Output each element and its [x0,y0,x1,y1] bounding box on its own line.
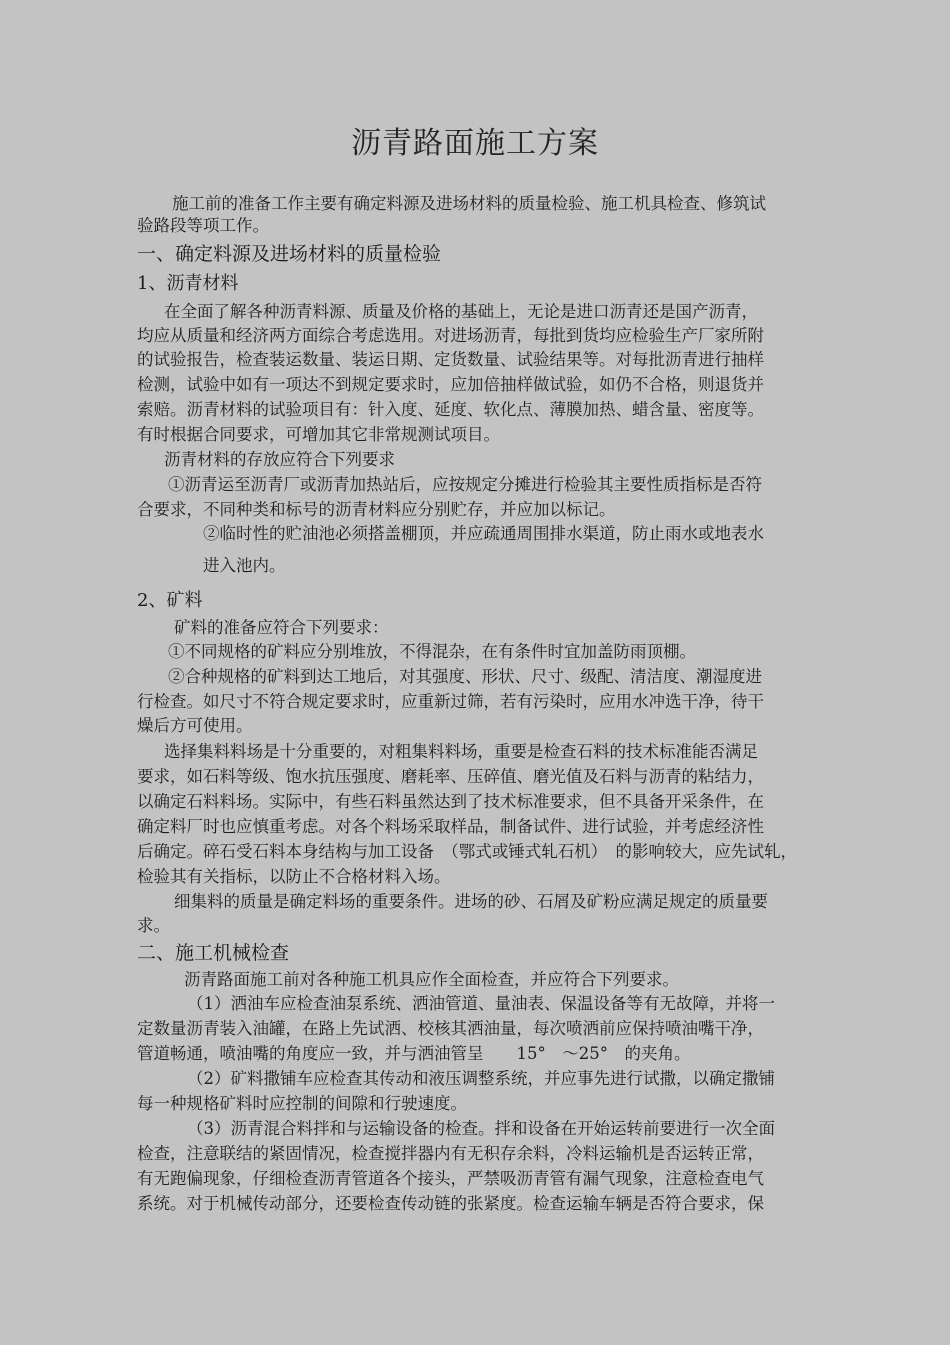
intro-line: 施工前的准备工作主要有确定料源及进场材料的质量检验、施工机具检查、修筑试 [172,194,766,213]
list-item: 检查，注意联结的紧固情况，检查搅拌器内有无积存余料，冷料运输机是否运转正常， [137,1144,764,1163]
paragraph-line: 后确定。碎石受石料本身结构与加工设备 （鄂式或锤式轧石机） 的影响较大，应先试轧， [137,842,797,861]
list-item: 燥后方可使用。 [137,716,253,735]
list-item: 每一种规格矿料时应控制的间隙和行驶速度。 [137,1094,467,1113]
subsection-heading: 2、矿料 [137,590,203,611]
list-item: 定数量沥青装入油罐，在路上先试洒、校核其洒油量，每次喷洒前应保持喷油嘴干净， [137,1019,764,1038]
subsection-heading: 1、沥青材料 [137,273,239,294]
paragraph-line: 求。 [137,916,170,935]
paragraph-line: 细集料的质量是确定料场的重要条件。进场的砂、石屑及矿粉应满足规定的质量要 [174,892,768,911]
paragraph-line: 的试验报告，检查装运数量、装运日期、定货数量、试验结果等。对每批沥青进行抽样 [137,350,764,369]
list-item: 有无跑偏现象，仔细检查沥青管道各个接头，严禁吸沥青管有漏气现象，注意检查电气 [137,1169,764,1188]
list-item: ②临时性的贮油池必须搭盖棚顶，并应疏通周围排水渠道，防止雨水或地表水 [203,524,764,543]
paragraph-line: 在全面了解各种沥青料源、质量及价格的基础上，无论是进口沥青还是国产沥青， [164,302,758,321]
list-item: 进入池内。 [203,556,286,575]
paragraph-line: 选择集料料场是十分重要的，对粗集料料场，重要是检查石料的技术标准能否满足 [164,742,758,761]
list-item: 管道畅通，喷油嘴的角度应一致，并与洒油管呈 15° ～25° 的夹角。 [137,1044,691,1063]
list-item: ①不同规格的矿料应分别堆放，不得混杂，在有条件时宜加盖防雨顶棚。 [168,642,696,661]
paragraph-line: 以确定石料料场。实际中，有些石料虽然达到了技术标准要求，但不具备开采条件，在 [137,792,764,811]
section-heading: 一、确定料源及进场材料的质量检验 [137,243,442,265]
list-item: 行检查。如尺寸不符合规定要求时，应重新过筛，若有污染时，应用水冲选干净，待干 [137,692,764,711]
list-item: （3）沥青混合料拌和与运输设备的检查。拌和设备在开始运转前要进行一次全面 [187,1119,775,1138]
paragraph-line: 有时根据合同要求，可增加其它非常规测试项目。 [137,425,500,444]
paragraph-line: 检测，试验中如有一项达不到规定要求时，应加倍抽样做试验，如仍不合格，则退货并 [137,375,764,394]
paragraph-line: 均应从质量和经济两方面综合考虑选用。对进场沥青，每批到货均应检验生产厂家所附 [137,326,764,345]
paragraph-line: 索赔。沥青材料的试验项目有：针入度、延度、软化点、薄膜加热、蜡含量、密度等。 [137,400,764,419]
document-title: 沥青路面施工方案 [351,126,599,161]
section-heading: 二、施工机械检查 [137,942,290,964]
list-item: 系统。对于机械传动部分，还要检查传动链的张紧度。检查运输车辆是否符合要求，保 [137,1194,764,1213]
paragraph-line: 沥青材料的存放应符合下列要求 [164,450,395,469]
list-item: （1）洒油车应检查油泵系统、洒油管道、量油表、保温设备等有无故障，并将一 [187,994,775,1013]
paragraph-line: 检验其有关指标，以防止不合格材料入场。 [137,867,451,886]
intro-line: 验路段等项工作。 [137,216,269,235]
list-item: （2）矿料撒铺车应检查其传动和液压调整系统，并应事先进行试撒，以确定撒铺 [187,1069,775,1088]
paragraph-line: 矿料的准备应符合下列要求： [174,618,389,637]
list-item: 合要求，不同种类和标号的沥青材料应分别贮存，并应加以标记。 [137,500,616,519]
list-item: ①沥青运至沥青厂或沥青加热站后，应按规定分摊进行检验其主要性质指标是否符 [168,475,762,494]
paragraph-line: 要求，如石料等级、饱水抗压强度、磨耗率、压碎值、磨光值及石料与沥青的粘结力， [137,767,764,786]
list-item: ②合种规格的矿料到达工地后，对其强度、形状、尺寸、级配、清洁度、潮湿度进 [168,667,762,686]
paragraph-line: 确定料厂时也应慎重考虑。对各个料场采取样品，制备试件、进行试验，并考虑经济性 [137,817,764,836]
paragraph-line: 沥青路面施工前对各种施工机具应作全面检查，并应符合下列要求。 [184,970,679,989]
